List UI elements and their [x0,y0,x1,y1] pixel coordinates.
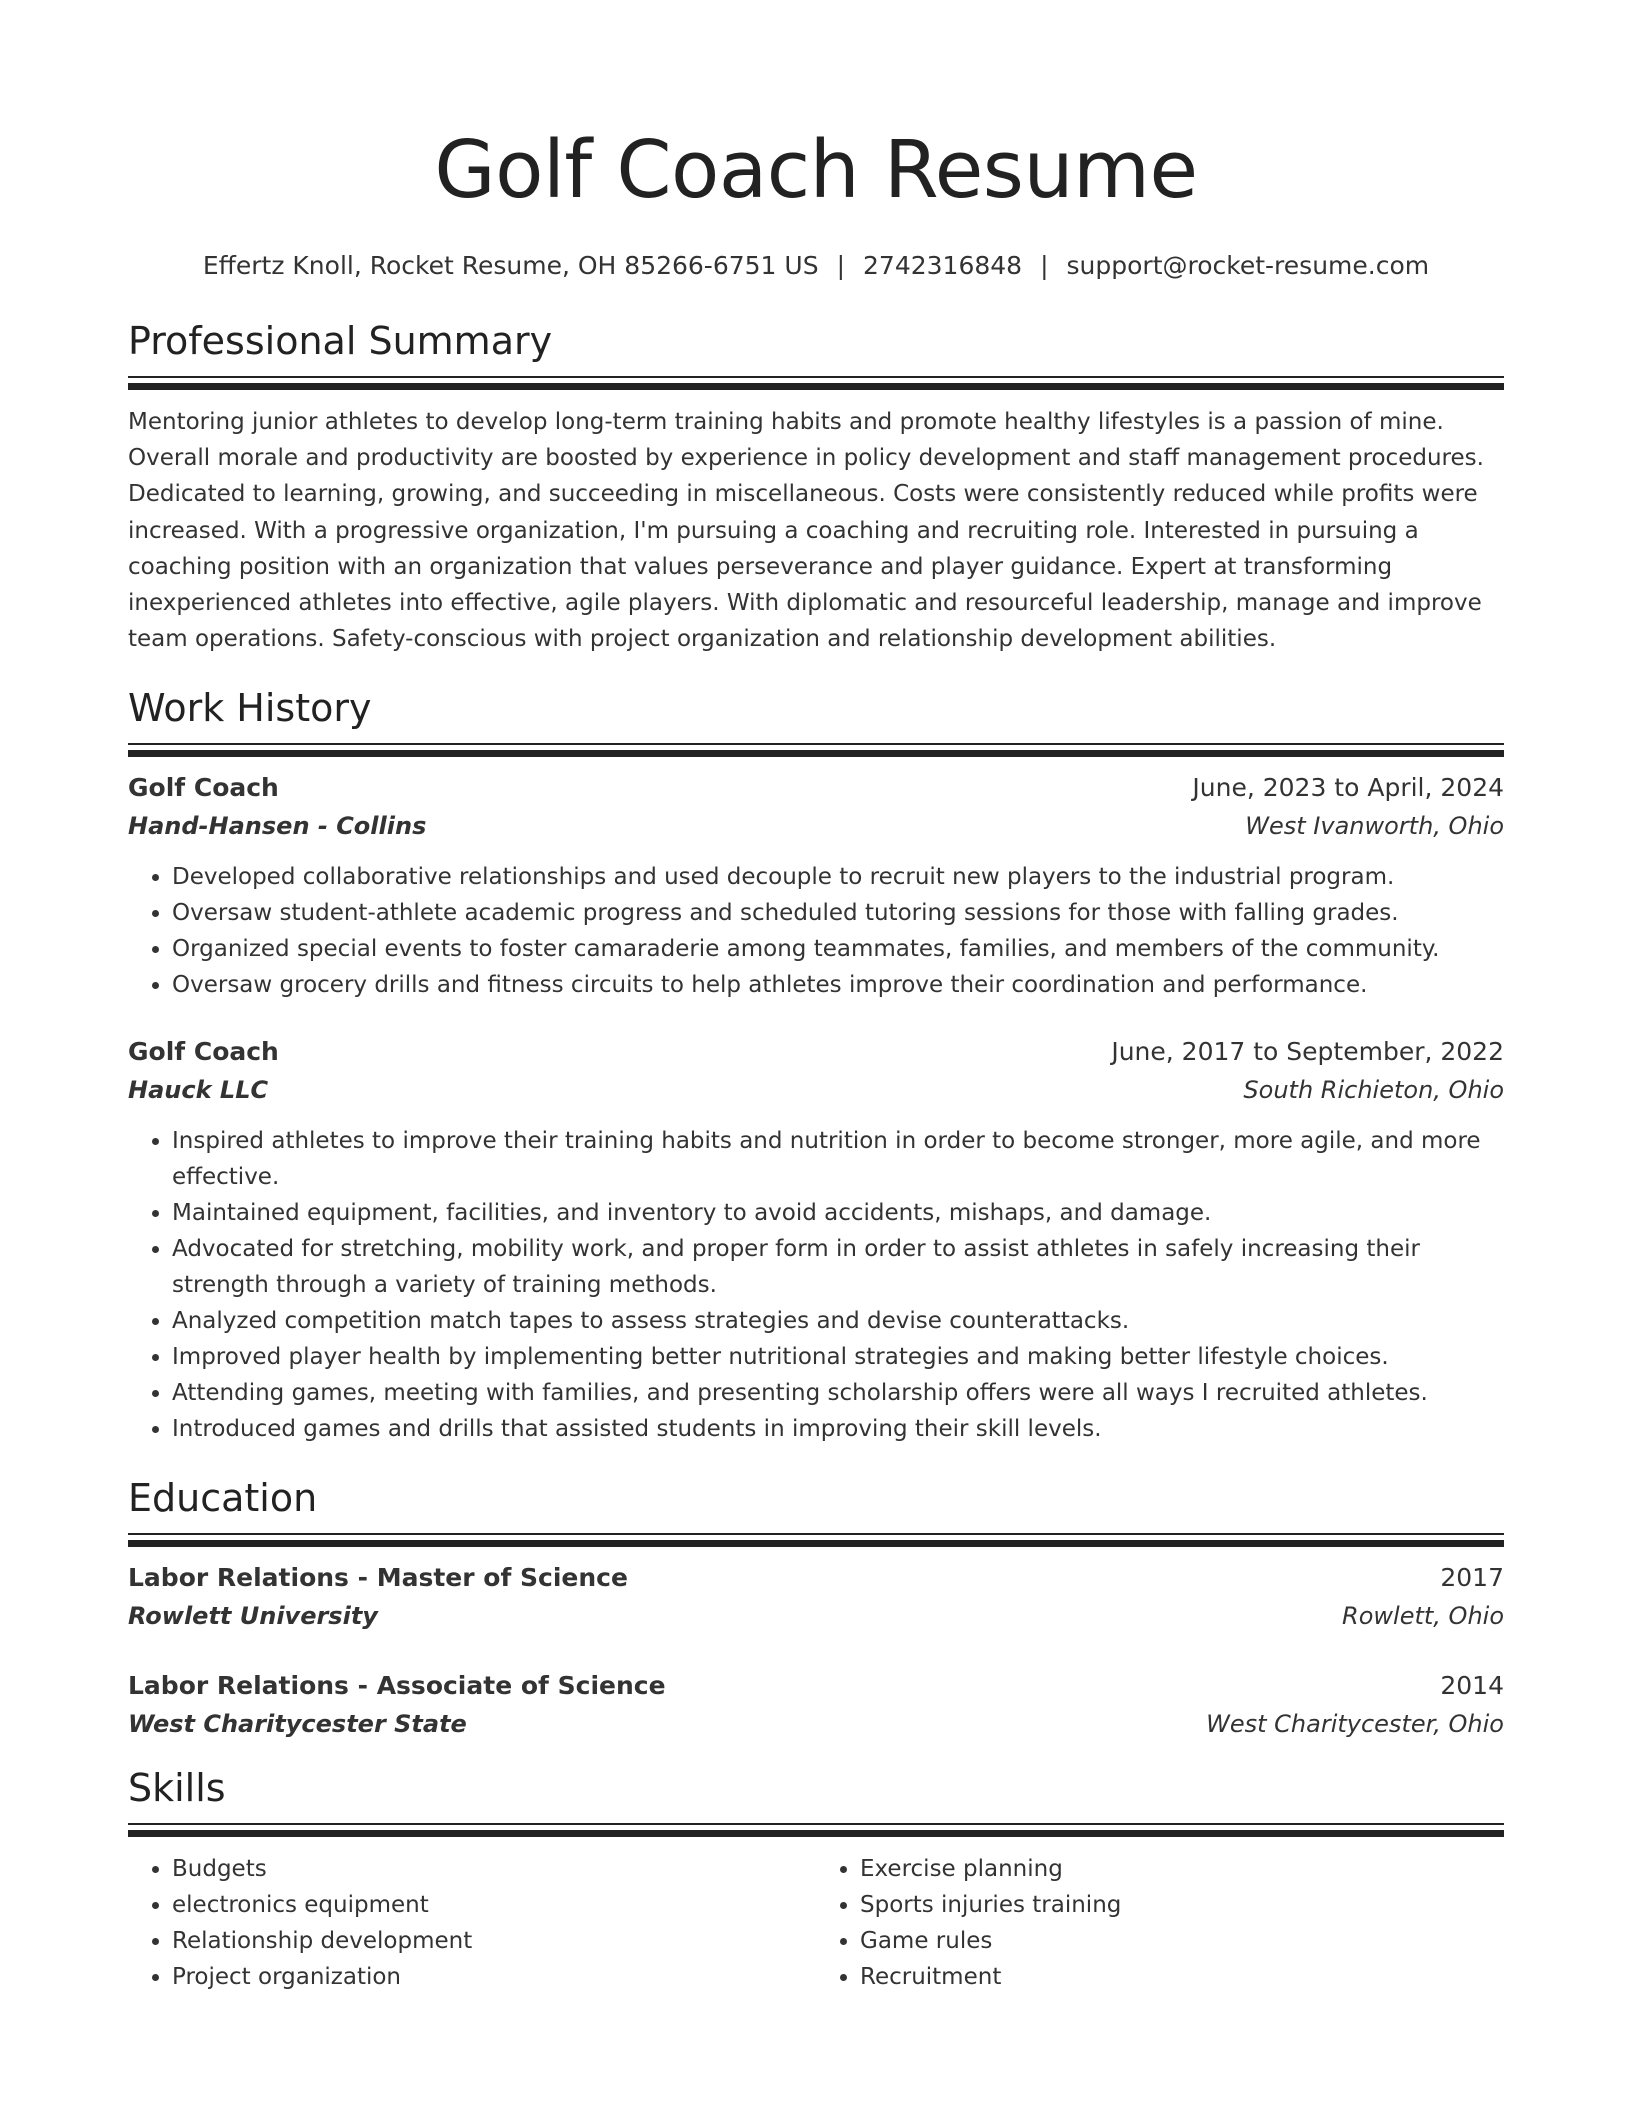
contact-line [128,248,1504,284]
email: support@rocket-resume.com [1066,251,1430,280]
section-heading-summary: Professional Summary [128,319,553,363]
list-item: • Attending games, meeting with families, and presenting scholarship offers were all ways I recruited athletes. [172,1375,1504,1411]
job-location: West Ivanworth, Ohio [1245,812,1504,841]
list-item: • Developed collaborative relationships and used decouple to recruit new players to the industrial program. [172,859,1504,895]
job-entry [128,1033,1504,1447]
section-divider [128,1823,1504,1825]
skills-grid [128,1851,1504,1995]
page-title: Golf Coach Resume [434,124,1198,216]
section-divider-thick [128,750,1504,757]
skill-item: • Budgets [172,1851,816,1887]
skill-item: • electronics equipment [172,1887,816,1923]
job-title: Golf Coach [128,773,279,803]
skill-item: • Relationship development [172,1923,816,1959]
job-bullets [128,859,1504,1003]
job-company: Hauck LLC [128,1076,269,1105]
skills-column-left [128,1851,816,1995]
section-divider [128,743,1504,745]
graduation-year: 2017 [1440,1563,1504,1593]
section-divider [128,1533,1504,1535]
summary-text: Mentoring junior athletes to develop long-term training habits and promote healthy lifestyles is a passion of mine. Overall morale and productivity are boosted by experience in policy development and staff management procedures. Dedicated to learning, growing, and succeeding in miscellaneous. Costs were consistently reduced while profits were increased. With a progressive organization, I'm pursuing a coaching and recruiting role. Interested in pursuing a coaching position with an organization that values perseverance and player guidance. Expert at transforming inexperienced athletes into effective, agile players. With diplomatic and resourceful leadership, manage and improve team operations. Safety-conscious with project organization and relationship development abilities. [128,409,1484,653]
list-item: • Oversaw student-athlete academic progress and scheduled tutoring sessions for those with falling grades. [172,895,1504,931]
list-item: • Advocated for stretching, mobility work, and proper form in order to assist athletes in safely increasing their strength through a variety of training methods. [172,1231,1504,1303]
school: Rowlett University [128,1602,378,1631]
skills-column-right [816,1851,1504,1995]
work-section [128,683,1504,1447]
list-item: • Maintained equipment, facilities, and inventory to avoid accidents, mishaps, and damage. [172,1195,1504,1231]
school: West Charitycester State [128,1710,467,1739]
skills-section [128,1763,1504,1995]
list-item: • Analyzed competition match tapes to assess strategies and devise counterattacks. [172,1303,1504,1339]
section-divider-thick [128,1540,1504,1547]
school-location: West Charitycester, Ohio [1206,1710,1504,1739]
job-dates: June, 2023 to April, 2024 [1192,773,1504,803]
list-item: • Oversaw grocery drills and fitness circuits to help athletes improve their coordination and performance. [172,967,1504,1003]
job-title: Golf Coach [128,1037,279,1067]
skill-item: • Recruitment [860,1959,1504,1995]
education-entry [128,1559,1504,1635]
degree: Labor Relations - Master of Science [128,1563,628,1593]
skill-item: • Project organization [172,1959,816,1995]
list-item: • Introduced games and drills that assisted students in improving their skill levels. [172,1411,1504,1447]
skill-item: • Exercise planning [860,1851,1504,1887]
summary-section [128,316,1504,657]
job-bullets [128,1123,1504,1447]
school-location: Rowlett, Ohio [1342,1602,1504,1631]
section-divider [128,376,1504,378]
job-entry [128,769,1504,1003]
list-item: • Organized special events to foster camaraderie among teammates, families, and members of the community. [172,931,1504,967]
education-entry [128,1667,1504,1743]
list-item: • Improved player health by implementing better nutritional strategies and making better lifestyle choices. [172,1339,1504,1375]
degree: Labor Relations - Associate of Science [128,1671,666,1701]
section-heading-education: Education [128,1476,318,1521]
education-section [128,1473,1504,1743]
section-heading-skills: Skills [128,1766,226,1811]
contact-separator: | [836,251,846,280]
job-location: South Richieton, Ohio [1243,1076,1504,1105]
skill-item: • Sports injuries training [860,1887,1504,1923]
phone: 2742316848 [863,251,1023,280]
skills-list [816,1851,1504,1995]
graduation-year: 2014 [1440,1671,1504,1701]
list-item: • Inspired athletes to improve their training habits and nutrition in order to become stronger, more agile, and more effective. [172,1123,1504,1195]
job-dates: June, 2017 to September, 2022 [1111,1037,1504,1067]
section-divider-thick [128,383,1504,390]
skills-list [128,1851,816,1995]
address: Effertz Knoll, Rocket Resume, OH 85266-6751 US [202,251,819,280]
section-heading-work: Work History [128,686,372,731]
job-company: Hand-Hansen - Collins [128,812,427,841]
skill-item: • Game rules [860,1923,1504,1959]
contact-separator: | [1040,251,1049,280]
section-divider-thick [128,1830,1504,1837]
